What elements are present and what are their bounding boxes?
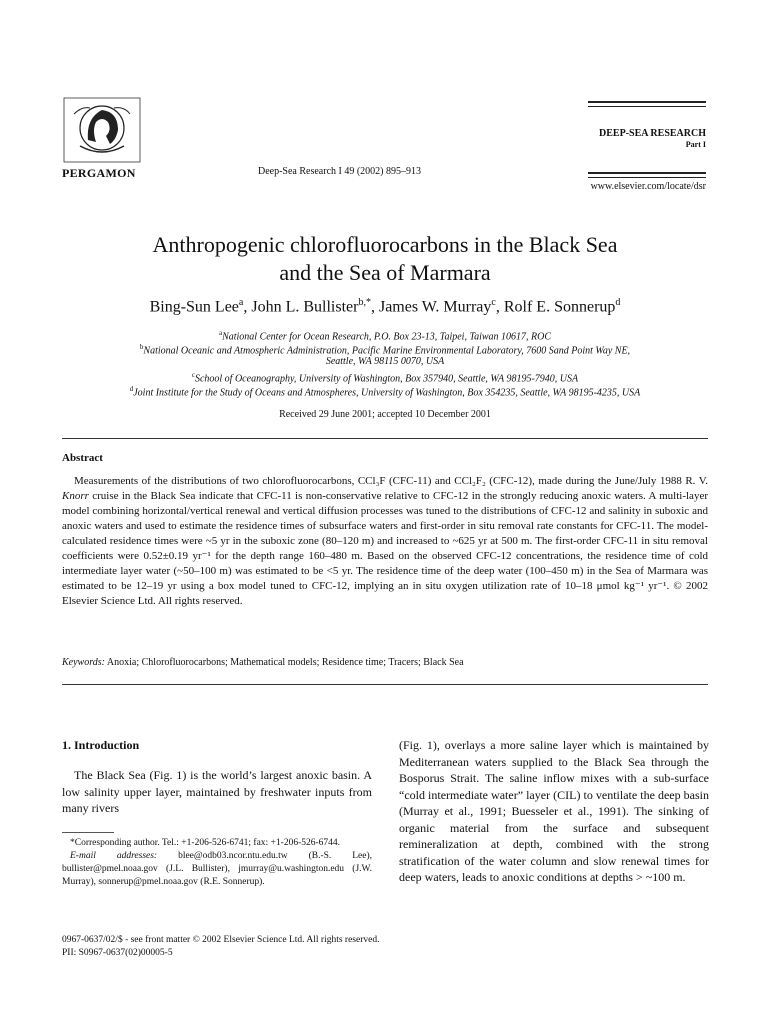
email-label: E-mail addresses:: [70, 851, 158, 861]
author-name: Bing-Sun Lee: [149, 298, 239, 316]
intro-left-column: The Black Sea (Fig. 1) is the world’s largest anoxic basin. A low salinity upper layer, maintained by freshwater inputs from many rivers: [62, 768, 372, 815]
keywords-text: Anoxia; Chlorofluorocarbons; Mathematical models; Residence time; Tracers; Black Sea: [106, 657, 464, 668]
footnote-rule: [62, 832, 114, 833]
section-divider: [62, 684, 708, 685]
abstract-text: cruise in the Black Sea indicate that CFC-11 is non-conservative relative to CFC-12 in the strongly reducing anoxic waters. A multi-layer model combining horizontal/vertical renewal and vertical diffusion processes was tuned to the distributions of CFC-12 and salinity in suboxic and anoxic waters and used to estimate the residence times of subsurface waters and first-order in situ removal rate constants for CFC-11. The model-calculated residence times were ~5 yr in the suboxic zone (80–120 m) and increased to ~625 yr at 500 m. The first-order CFC-11 in situ removal coefficients were 0.52±0.19 yr⁻¹ for the depth range 160–480 m. Based on the observed CFC-12 concentrations, the residence time of cold intermediate layer water (~50–100 m) was estimated to be <5 yr. The residence time of the deep water (100–450 m) in the Sea of Marmara was estimated to be 12–19 yr using a box model tuned to CFC-12, implying an in situ oxygen utilization rate of 10–18 μmol kg⁻¹ yr⁻¹. © 2002 Elsevier Science Ltd. All rights reserved.: [62, 490, 708, 607]
journal-rule: [588, 106, 706, 107]
journal-name: [588, 128, 706, 150]
abstract-body: [62, 474, 708, 609]
affiliation: [62, 355, 708, 368]
affiliation-sup: a: [218, 329, 223, 337]
keywords: [62, 657, 464, 668]
affiliation-sup: b: [139, 343, 144, 351]
intro-right-column: (Fig. 1), overlays a more saline layer which is maintained by Mediterranean waters supplied to the Black Sea through the Bosporus Strait. The saline inflow mixes with a sub-surface “cold intermediate water” layer (CIL) to ventilate the deep basin (Murray et al., 1991; Buesseler et al., 1991). The sinking of organic material from the surface and subsequent remineralization at depth, combined with the strong stratification of the water column and slow renewal times for deep waters, leads to anoxic conditions at depths > ~100 m.: [399, 738, 709, 884]
abstract-heading: Abstract: [62, 452, 103, 464]
affiliation: [62, 383, 708, 399]
affiliation-text: School of Oceanography, University of Washington, Box 357940, Seattle, WA 98195-7940, USA: [194, 373, 579, 385]
bottom-matter: [62, 934, 379, 960]
journal-part: Part I: [685, 140, 706, 149]
affiliation-sup: c: [191, 371, 195, 379]
footnote-emails: [62, 850, 372, 889]
abstract-text: Measurements of the distributions of two chlorofluorocarbons, CCl₃F (CFC-11) and CCl₂F₂ (CFC-12), made during the June/July 1988 R. V.: [74, 475, 708, 487]
pii-line: PII: S0967-0637(02)00005-5: [62, 948, 173, 958]
title-line: and the Sea of Marmara: [279, 260, 491, 285]
author-name: Rolf E. Sonnerup: [503, 298, 616, 316]
affiliation-text: National Oceanic and Atmospheric Administration, Pacific Marine Environmental Laboratory, 7600 Sand Point Way NE,: [143, 345, 631, 357]
author-name: John L. Bullister: [251, 298, 359, 316]
author-sup: b,*: [358, 297, 371, 308]
section-divider: [62, 438, 708, 439]
title-line: Anthropogenic chlorofluorocarbons in the Black Sea: [152, 232, 618, 257]
affiliation-text: National Center for Ocean Research, P.O. Box 23-13, Taipei, Taiwan 10617, ROC: [222, 331, 552, 343]
url-rule: [588, 177, 706, 178]
author-sup: d: [615, 297, 621, 308]
journal-rule: [588, 101, 706, 103]
ship-name: Knorr: [62, 490, 89, 502]
affiliation-text: Seattle, WA 98115 0070, USA: [325, 356, 445, 367]
affiliation-sup: d: [129, 385, 134, 393]
author-sup: c: [491, 297, 496, 308]
keywords-label: Keywords:: [62, 657, 105, 668]
article-title: [62, 231, 708, 287]
footnote: [62, 837, 372, 889]
section-heading: 1. Introduction: [62, 738, 140, 752]
author-list: Bing-Sun Lee$^a$, John L. Bullister$^{b,*}$, James W. Murray$^c$, Rolf E. Sonnerup$^d$: [149, 297, 621, 316]
url-rule: [588, 172, 706, 174]
received-date: Received 29 June 2001; accepted 10 December 2001: [279, 409, 491, 420]
author-name: James W. Murray: [378, 298, 492, 316]
publisher-logo: [62, 96, 142, 164]
affiliation-text: Joint Institute for the Study of Oceans and Atmospheres, University of Washington, Box 354235, Seattle, WA 98195-4235, USA: [133, 387, 641, 399]
copyright-line: 0967-0637/02/$ - see front matter © 2002 Elsevier Science Ltd. All rights reserved.: [62, 935, 380, 945]
journal-title: DEEP-SEA RESEARCH: [599, 128, 706, 139]
email-list: blee@odb03.ncor.ntu.edu.tw (B.-S. Lee), bullister@pmel.noaa.gov (J.L. Bullister), jmurray@u.washington.edu (J.W. Murray), sonnerup@pmel.noaa.gov (R.E. Sonnerup).: [62, 851, 372, 887]
footnote-corresponding: *Corresponding author. Tel.: +1-206-526-6741; fax: +1-206-526-6744.: [70, 838, 341, 848]
publisher-name: PERGAMON: [62, 166, 136, 180]
journal-url[interactable]: www.elsevier.com/locate/dsr: [590, 181, 706, 192]
journal-citation: Deep-Sea Research I 49 (2002) 895–913: [258, 166, 422, 177]
author-sup: a: [238, 297, 244, 308]
